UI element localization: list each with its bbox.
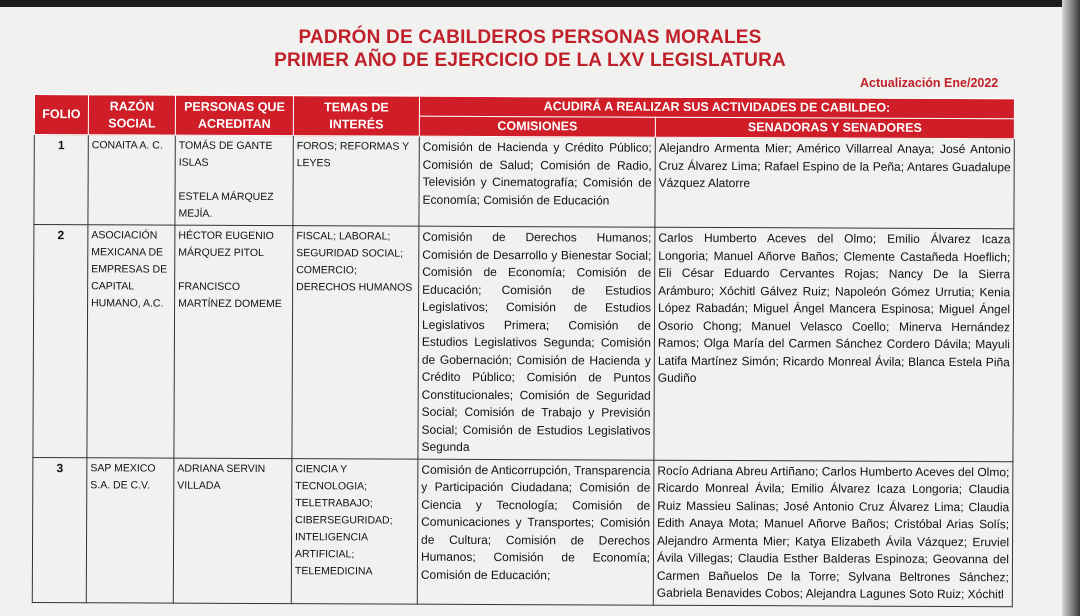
comisiones-cell: Comisión de Hacienda y Crédito Público; Comisión de Salud; Comisión de Radio, Televisión y Cinematografía; Comisión de Economía; Comisión de Educación	[419, 136, 655, 227]
persona-name: HÉCTOR EUGENIO MÁRQUEZ PITOL	[178, 229, 274, 260]
header-senadores: SENADORAS Y SENADORES	[655, 117, 1014, 139]
header-razon-social: RAZÓN SOCIAL	[88, 95, 175, 135]
header-personas: PERSONAS QUE ACREDITAN	[175, 95, 293, 136]
persona-name: FRANCISCO MARTÍNEZ DOMEME	[178, 280, 282, 311]
header-acudira: ACUDIRÁ A REALIZAR SUS ACTIVIDADES DE CABILDEO:	[419, 96, 1014, 119]
table-row	[34, 135, 1014, 229]
top-bezel	[0, 0, 1080, 7]
personas-cell	[174, 225, 293, 458]
senadores-cell: Carlos Humberto Aceves del Olmo; Emilio Álvarez Icaza Longoria; Manuel Añorve Baños; Clemente Castañeda Hoeflich; Eli César Eduardo Cervantes Rojas; Nancy De la Sierra Arámburo; Xóchitl Gálvez Ruiz; Napoleón Gómez Urrutia; Kenia López Rabadán; Miguel Ángel Mancera Espinosa; Miguel Ángel Osorio Chong; Manuel Velasco Coello; Minerva Hernández Ramos; Olga María del Carmen Sánchez Cordero Dávila; Mayuli Latifa Martínez Simón; Ricardo Monreal Ávila; Blanca Estela Piña Gudiño	[654, 227, 1014, 461]
razon-social-cell: SAP MEXICO S.A. DE C.V.	[86, 457, 174, 602]
senadores-cell: Rocío Adriana Abreu Artiñano; Carlos Humberto Aceves del Olmo; Ricardo Monreal Ávila; Emilio Álvarez Icaza Longoria; Claudia Ruiz Massieu Salinas; José Antonio Cruz Álvarez Lima; Claudia Edith Anaya Mota; Manuel Añorve Baños; Cristóbal Arias Solís; Alejandro Armenta Mier; Katya Elizabeth Ávila Vázquez; Eruviel Ávila Villegas; Claudia Esther Balderas Espinoza; Geovanna del Carmen Bañuelos De la Torre; Sylvana Beltrones Sánchez; Gabriela Benavides Cobos; Alejandra Lagunes Soto Ruiz; Xóchitl	[653, 460, 1013, 607]
comisiones-cell: Comisión de Anticorrupción, Transparencia y Participación Ciudadana; Comisión de Ciencia y Tecnología; Comisión de Comunicaciones y Transportes; Comisión de Cultura; Comisión de Derechos Humanos; Comisión de Economía; Comisión de Educación;	[417, 459, 654, 605]
header-folio: FOLIO	[34, 95, 88, 135]
temas-cell: CIENCIA Y TECNOLOGIA; TELETRABAJO; CIBERSEGURIDAD; INTELIGENCIA ARTIFICIAL; TELEMEDICINA	[291, 458, 418, 604]
comisiones-cell: Comisión de Derechos Humanos; Comisión de Desarrollo y Bienestar Social; Comisión de Economía; Comisión de Educación; Comisión de Estudios Legislativos; Comisión de Estudios Legislativos Primera; Comisión de Estudios Legislativos Segunda; Comisión de Gobernación; Comisión de Hacienda y Crédito Público; Comisión de Puntos Constitucionales; Comisión de Seguridad Social; Comisión de Trabajo y Previsión Social; Comisión de Estudios Legislativos Segunda	[418, 226, 655, 460]
folio-cell: 1	[34, 135, 88, 225]
document-subtitle: PRIMER AÑO DE EJERCICIO DE LA LXV LEGISLATURA	[274, 50, 786, 71]
document-title: PADRÓN DE CABILDEROS PERSONAS MORALES	[298, 27, 762, 48]
razon-social-cell: CONAITA A. C.	[88, 135, 175, 225]
persona-name: ADRIANA SERVIN VILLADA	[177, 462, 266, 492]
temas-cell: FISCAL; LABORAL; SEGURIDAD SOCIAL; COMERCIO; DERECHOS HUMANOS	[292, 226, 419, 459]
temas-cell: FOROS; REFORMAS Y LEYES	[293, 136, 419, 227]
header-comisiones: COMISIONES	[419, 116, 655, 137]
folio-cell: 2	[33, 225, 88, 458]
persona-name: ESTELA MÁRQUEZ MEJÍA.	[178, 190, 274, 220]
table-row	[32, 457, 1013, 606]
table-row	[33, 225, 1014, 462]
lobbyists-table	[32, 94, 1015, 607]
senadores-cell: Alejandro Armenta Mier; Américo Villarreal Anaya; José Antonio Cruz Álvarez Lima; Rafael Espino de la Peña; Antares Guadalupe Vázquez Alatorre	[655, 137, 1014, 229]
update-date: Actualización Ene/2022	[860, 76, 999, 90]
persona-name: TOMÁS DE GANTE ISLAS	[178, 139, 273, 169]
folio-cell: 3	[32, 457, 87, 602]
razon-social-cell: ASOCIACIÓN MEXICANA DE EMPRESAS DE CAPITAL HUMANO, A.C.	[87, 225, 175, 458]
personas-cell	[173, 458, 292, 604]
header-temas: TEMAS DE INTERÉS	[293, 96, 419, 137]
personas-cell	[175, 135, 293, 226]
right-bezel	[1062, 0, 1080, 616]
